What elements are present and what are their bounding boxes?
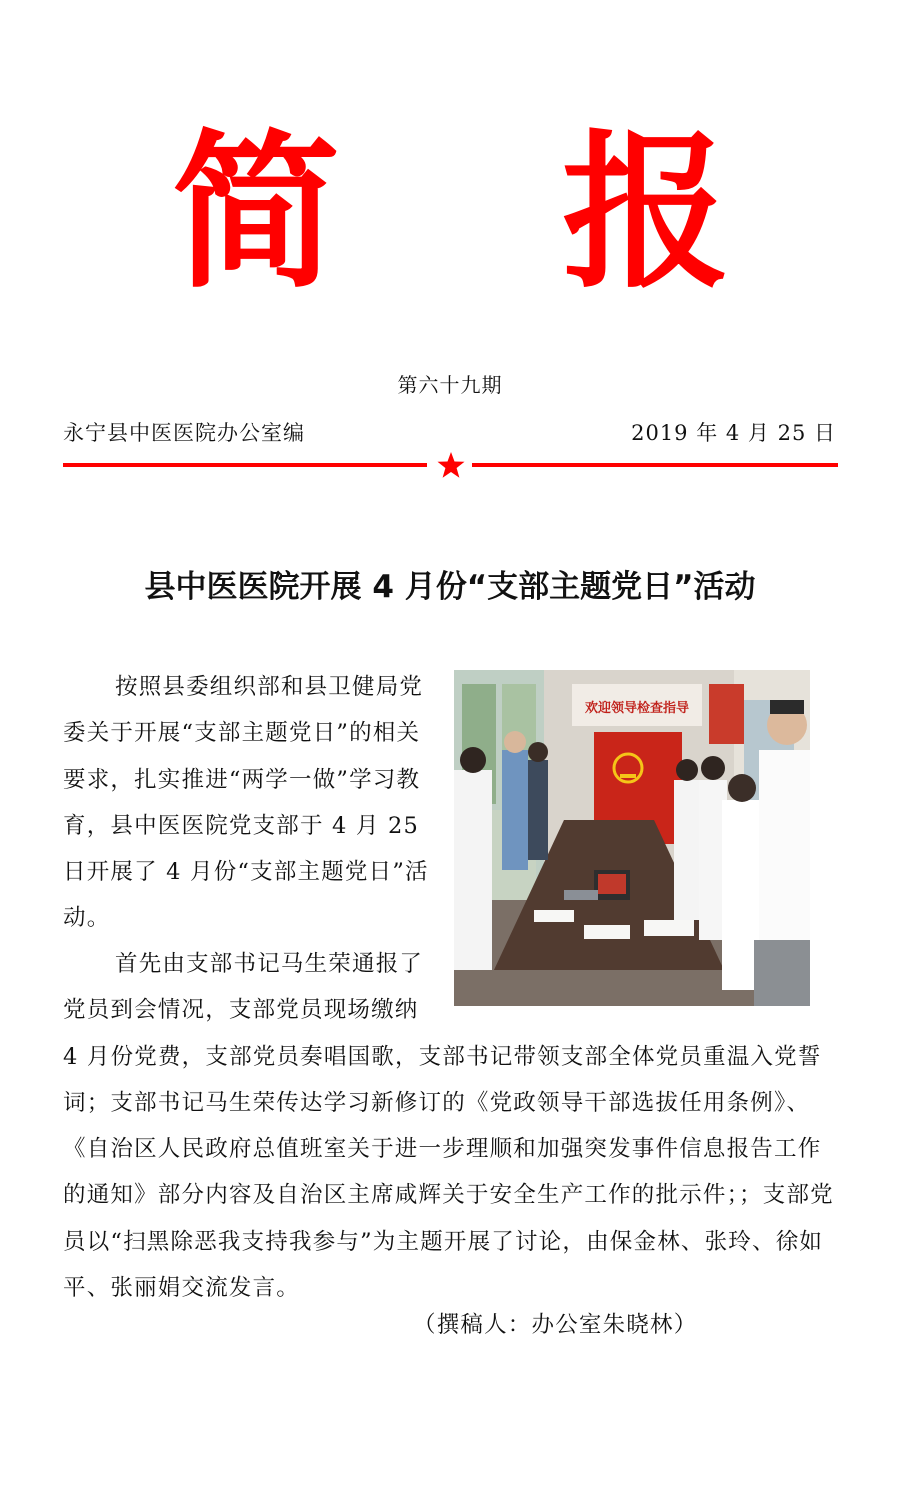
meeting-photo-illustration (454, 670, 810, 1006)
divider-line-right (472, 463, 838, 467)
divider-line-left (63, 463, 427, 467)
article-paragraph-1: 按照县委组织部和县卫健局党委关于开展“支部主题党日”的相关要求，扎实推进“两学一做”学习教育，县中医医院党支部于 4 月 25 日开展了 4 月份“支部主题党日”活动。 (63, 674, 429, 932)
issue-number: 第六十九期 (397, 373, 503, 397)
article-paragraph-2-text: 首先由支部书记马生荣通报了党员到会情况，支部党员现场缴纳 4 月份党费，支部党员奏唱国歌，支部书记带领支部全体党员重温入党誓词；支部书记马生荣传达学习新修订的《党政领导干部选拔任用条例》、《自治区人民政府总值班室关于进一步理顺和加强突发事件信息报告工作的通知》部分内容及自治区主席咸辉关于安全生产工作的批示件；；支部党员以“扫黑除恶我支持我参与”为主题开展了讨论，由保金林、张玲、徐如平、张丽娟交流发言。 (63, 951, 834, 1302)
article-photo (454, 670, 810, 1006)
masthead-title-char-2: 报 (562, 115, 730, 311)
byline: （撰稿人：办公室朱晓林） (413, 1312, 698, 1338)
publisher: 永宁县中医医院办公室编 (63, 421, 305, 445)
masthead-title-char-1: 简 (172, 115, 340, 311)
masthead (0, 115, 900, 318)
issue-date: 2019 年 4 月 25 日 (631, 421, 836, 445)
article-title: 县中医医院开展 4 月份“支部主题党日”活动 (144, 569, 756, 605)
star-icon (436, 450, 466, 480)
photo-banner-text: 欢迎领导检查指导 (584, 701, 690, 716)
